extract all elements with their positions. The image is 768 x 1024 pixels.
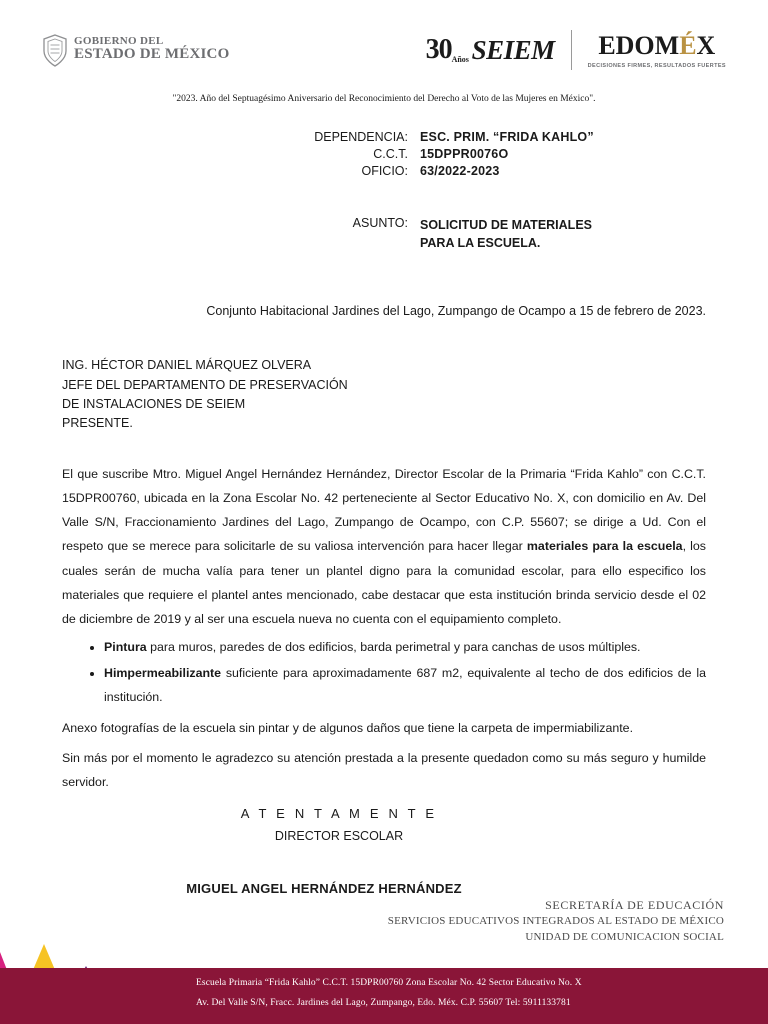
crest-icon [42,34,68,68]
institutional-logos [426,30,726,70]
body-paragraph-2: Anexo fotografías de la escuela sin pintar y de algunos daños que tiene la carpeta de impermiabilizante. [62,720,634,735]
cct-label: C.C.T. [373,147,408,161]
cct-value: 15DPPR0076O [420,147,509,161]
document-header [0,0,768,86]
dependencia-value: ESC. PRIM. “FRIDA KAHLO” [420,130,594,144]
seiem-logo [426,34,555,66]
footer-line-1: Escuela Primaria “Frida Kahlo” C.C.T. 15DPR00760 Zona Escolar No. 42 Sector Educativo No. X [196,978,582,988]
closing-role: DIRECTOR ESCOLAR [274,829,404,844]
body-p1-part1: El que suscribe Mtro. Miguel Angel Hernández Hernández, Director Escolar de la Primaria “Frida Kahlo” con C.C.T. 15DPR00760, ubicada en la Zona Escolar No. 42 perteneciente al Sector Educativo No. X, con domicilio en Av. Del Valle S/N, Fraccionamiento Jardines del Lago, Zumpango de Ocampo, con C.P. 55607; se dirige a Ud. Con el respeto que se merece para solicitarle de su valiosa intervención para hacer llegar [62,466,706,554]
footer-bar [0,968,768,1024]
year-motto: "2023. Año del Septuagésimo Aniversario del Reconocimiento del Derecho al Voto de las Mujeres en México". [172,94,596,104]
oficio-label: OFICIO: [361,164,408,178]
edomex-wordmark: EDOMÉX [598,31,716,60]
bullet-1-text: para muros, paredes de dos edificios, barda perimetral y para canchas de usos múltiples. [146,640,641,655]
stamp-line-3: UNIDAD DE COMUNICACION SOCIAL [525,931,724,944]
stamp-line-2: SERVICIOS EDUCATIVOS INTEGRADOS AL ESTADO DE MÉXICO [387,915,724,928]
asunto-label: ASUNTO: [352,216,408,230]
seiem-wordmark: SEIEM [471,34,555,65]
cct-row [300,147,768,161]
official-stamp [388,897,724,946]
anniversary-sup: Años [451,55,469,64]
edomex-logo [588,31,726,69]
addressee-title-1: JEFE DEL DEPARTAMENTO DE PRESERVACIÓN [62,377,348,392]
gobierno-line1: GOBIERNO DEL [74,35,164,47]
body-paragraph-1 [0,462,768,631]
footer-line-2: Av. Del Valle S/N, Fracc. Jardines del Lago, Zumpango, Edo. Méx. C.P. 55607 Tel: 5911133781 [196,998,571,1008]
gobierno-logo [42,34,229,68]
bullet-1-term: Pintura [104,640,147,655]
anniversary-number: 30 Años [425,34,469,65]
list-item [104,635,706,659]
gobierno-line2: ESTADO DE MÉXICO [74,46,230,63]
bullet-2-text: suficiente para aproximadamente 687 m2, equivalente al techo de dos edificios de la institución. [104,666,706,705]
oficio-value: 63/2022-2023 [420,164,500,178]
closing-atentamente: A T E N T A M E N T E [240,806,438,822]
addressee-block [0,356,768,434]
asunto-block [0,216,768,252]
asunto-value [420,216,592,252]
oficio-row [300,164,768,178]
bullet-2-term: Himpermeabilizante [104,666,222,681]
dependencia-row [300,130,768,144]
asunto-line1: SOLICITUD DE MATERIALES [420,218,592,232]
signature-name: MIGUEL ANGEL HERNÁNDEZ HERNÁNDEZ [186,881,462,897]
dependencia-label: DEPENDENCIA: [314,130,408,144]
stamp-line-1: SECRETARÍA DE EDUCACIÓN [545,897,724,912]
place-and-date: Conjunto Habitacional Jardines del Lago, Zumpango de Ocampo a 15 de febrero de 2023. [206,304,706,319]
edomex-tagline: DECISIONES FIRMES, RESULTADOS FUERTES [587,63,726,69]
list-item [104,661,706,709]
dependencia-block [0,130,768,178]
logo-divider [571,30,572,70]
body-paragraph-3: Sin más por el momento le agradezco su atención prestada a la presente quedadon como su más seguro y humilde servidor. [62,750,706,789]
gobierno-wordmark [74,34,229,63]
addressee-title-2: DE INSTALACIONES DE SEIEM [62,397,246,411]
body-p1-highlight: materiales para la escuela [526,539,683,554]
body-p1-part2: , los cuales serán de mucha valía para tener un plantel digno para la comunidad escolar, para ello especifico los materiales que requiere el plantel antes mencionado, cabe destacar que esta institución brinda servicio desde el 02 de diciembre de 2019 y al ser una escuela nueva no cuenta con el equipamiento completo. [62,539,706,626]
addressee-name: ING. HÉCTOR DANIEL MÁRQUEZ OLVERA [62,358,312,373]
asunto-line2: PARA LA ESCUELA. [420,236,541,251]
addressee-presente: PRESENTE. [62,416,133,431]
materials-list [0,635,768,710]
